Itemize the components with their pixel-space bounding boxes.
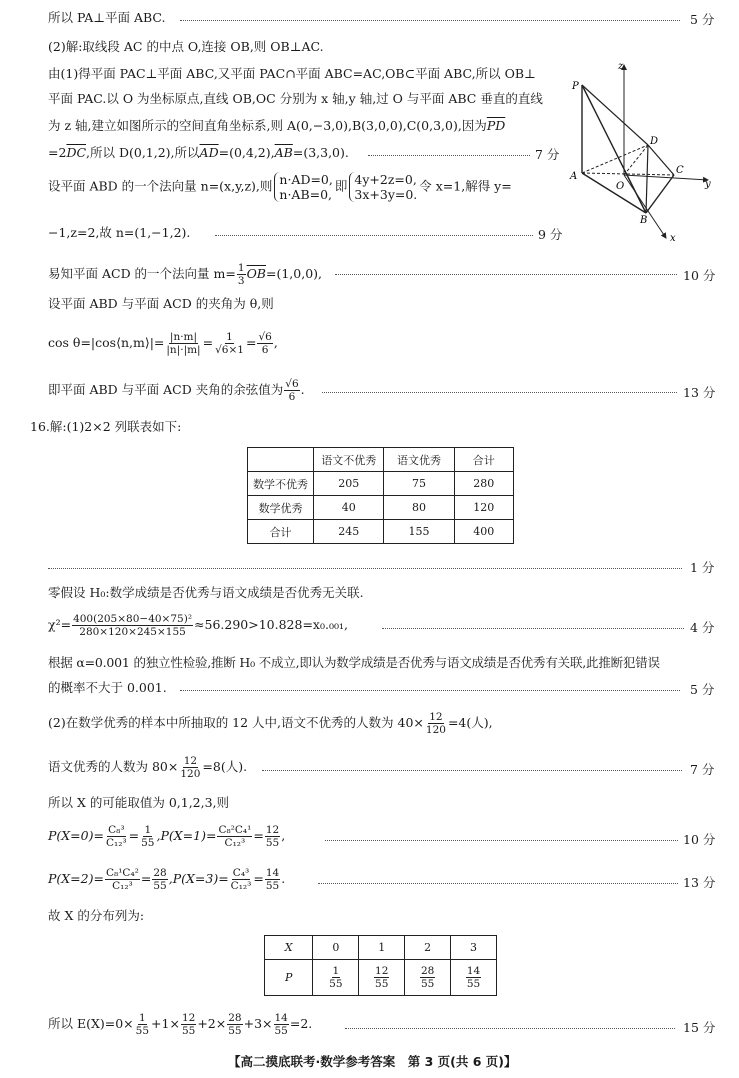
table-row (248, 496, 514, 520)
text-line (48, 754, 247, 780)
denominator: |n|·|m| (166, 344, 201, 356)
text-span: =8(人). (202, 759, 248, 774)
table-cell: 0 (313, 936, 359, 960)
table-cell: 2 (405, 936, 451, 960)
dot-leader (215, 235, 533, 236)
text-line (48, 172, 512, 202)
table-cell: 数学优秀 (248, 496, 314, 520)
page-footer: 【高二摸底联考·数学参考答案 第 3 页(共 6 页)】 (228, 1054, 517, 1069)
table-cell (405, 960, 451, 996)
fraction (237, 262, 246, 287)
score: 13 分 (683, 385, 716, 400)
label-c: C (676, 165, 684, 176)
denominator: 55 (375, 978, 389, 990)
numerator: 12 (183, 755, 198, 767)
score: 5 分 (690, 12, 715, 27)
text-span: P(X=2)= (48, 871, 104, 886)
dot-leader (180, 20, 680, 21)
text-span: 所以 E(X)=0× (48, 1016, 134, 1031)
text-line: 所以 PA⊥平面 ABC. (48, 10, 166, 25)
text-line: 故 X 的分布列为: (48, 908, 145, 923)
denominator: C₁₂³ (105, 837, 127, 849)
vector-label: $\overline{DC}$ (66, 145, 87, 160)
denominator: 55 (228, 1025, 242, 1037)
text-span: =4(人), (447, 715, 493, 730)
score: 9 分 (538, 227, 563, 242)
score: 7 分 (690, 762, 715, 777)
table-cell (313, 960, 359, 996)
table-cell (359, 960, 405, 996)
text-span: ,所以 D(0,1,2),所以 (86, 145, 200, 160)
fraction (420, 965, 435, 990)
equation: n·AD=0, (279, 172, 333, 187)
denominator: C₁₂³ (112, 880, 133, 892)
numerator: 400(205×80−40×75)² (73, 613, 193, 625)
label-z: z (618, 61, 624, 72)
fraction (140, 824, 155, 849)
table-cell: 245 (314, 520, 384, 544)
text-line: 即平面 ABD 与平面 ACD 夹角的余弦值为 $\frac{√6}{6}$ . (48, 378, 305, 403)
dot-leader (325, 840, 678, 841)
numerator: 12 (265, 824, 280, 836)
table-cell: 合计 (248, 520, 314, 544)
equation-system (349, 172, 417, 202)
text-line (48, 145, 349, 161)
fraction (265, 824, 280, 849)
numerator: 14 (265, 867, 280, 879)
vector-label: $\overline{OB}$ (246, 266, 266, 281)
table-cell: 1 (359, 936, 405, 960)
dot-leader (322, 392, 677, 393)
numerator: 12 (429, 711, 443, 723)
equation: 4y+2z=0, (354, 172, 417, 187)
numerator: 1 (139, 1012, 146, 1024)
fraction (230, 867, 253, 892)
table-row (265, 960, 497, 996)
denominator: 55 (274, 1025, 288, 1037)
vector-label: $\overline{AD}$ (199, 145, 219, 160)
text-span: =(1,0,0), (266, 266, 323, 281)
fraction (265, 867, 280, 892)
denominator: 55 (265, 837, 280, 849)
denominator: 6 (288, 391, 296, 403)
dot-leader (48, 568, 682, 569)
fraction (274, 1012, 289, 1037)
score: 10 分 (683, 832, 716, 847)
fraction (425, 711, 447, 736)
score: 4 分 (690, 620, 715, 635)
text-span: 易知平面 ACD 的一个法向量 m= (48, 266, 236, 281)
denominator: C₁₂³ (230, 880, 252, 892)
score: 13 分 (683, 875, 716, 890)
fraction (72, 613, 193, 638)
coordinate-figure (568, 55, 718, 245)
question-16: 16.解:(1)2×2 列联表如下: (30, 419, 182, 434)
label-d: D (650, 136, 659, 147)
denominator: 55 (181, 1025, 196, 1037)
dot-leader (382, 628, 684, 629)
text-span: =2 (48, 145, 67, 160)
text-span: +2× (197, 1016, 227, 1031)
text-span: cos θ=|cos⟨n,m⟩|= (48, 335, 165, 350)
denominator: 55 (135, 1025, 150, 1037)
text-span: =(3,3,0). (292, 145, 349, 160)
denominator: 55 (329, 978, 343, 990)
numerator: 12 (375, 965, 389, 977)
text-span: (2)在数学优秀的样本中所抽取的 12 人中,语文不优秀的人数为 40× (48, 715, 424, 730)
denominator: 55 (466, 978, 481, 990)
fraction (181, 1012, 196, 1037)
label-y: y (705, 179, 711, 190)
dot-leader (345, 1028, 675, 1029)
fraction (179, 755, 201, 780)
dot-leader (180, 690, 680, 691)
table-row (248, 520, 514, 544)
table-cell: 40 (314, 496, 384, 520)
numerator: 28 (153, 867, 167, 879)
text-span: ≈56.290>10.828=x₀.₀₀₁, (194, 617, 348, 632)
numerator: C₈¹C₄² (105, 867, 139, 879)
fraction (466, 965, 481, 990)
label-x: x (670, 233, 676, 244)
numerator: C₈²C₄¹ (218, 824, 252, 836)
numerator: C₈³ (108, 824, 125, 836)
denominator: 55 (420, 978, 435, 990)
table-cell: 合计 (454, 448, 513, 472)
denominator: 120 (425, 724, 446, 736)
distribution-table (264, 935, 497, 996)
denominator: 55 (141, 837, 155, 849)
fraction (152, 867, 167, 892)
text-line (48, 1010, 312, 1038)
score: 7 分 (535, 147, 560, 162)
text-line: 的概率不大于 0.001. (48, 680, 167, 695)
label-b: B (640, 215, 648, 226)
table-cell: 120 (454, 496, 513, 520)
text-line: (2)解:取线段 AC 的中点 O,连接 OB,则 OB⊥AC. (48, 39, 324, 54)
denominator: 3 (237, 275, 245, 287)
numerator: 14 (274, 1012, 288, 1024)
text-line: P(X=2)= $\frac{\text{C₈¹C₄²}}{\text{C₁₂³}}$ = $\frac{28}{55}$ ,P(X=3)= $\frac{\text{C₄³}}{\text{C₁₂³}}$ = $\frac{14}{55}$ . (48, 867, 286, 892)
fraction (284, 378, 299, 403)
table-cell: 280 (454, 472, 513, 496)
text-span: ,P(X=3)= (168, 871, 229, 886)
fraction (257, 331, 272, 356)
numerator: |n·m| (169, 331, 198, 343)
fraction (214, 331, 245, 356)
text-line: 根据 α=0.001 的独立性检验,推断 H₀ 不成立,即认为数学成绩是否优秀与语文成绩是否优秀有关联,此推断犯错误 (48, 655, 660, 670)
text-span: +1× (151, 1016, 180, 1031)
numerator: 14 (466, 965, 481, 977)
text-span: 设平面 ABD 的一个法向量 n=(x,y,z),则 (48, 178, 273, 194)
text-span: 即平面 ABD 与平面 ACD 夹角的余弦值为 (48, 382, 284, 397)
dot-leader (335, 274, 677, 275)
fraction (217, 824, 252, 849)
numerator: √6 (285, 378, 299, 390)
text-span: 即 (334, 178, 348, 194)
equation: 3x+3y=0. (354, 187, 418, 202)
table-row (248, 472, 514, 496)
table-cell (248, 448, 314, 472)
numerator: 1 (237, 262, 245, 274)
table-cell: 400 (454, 520, 513, 544)
table-cell: 数学不优秀 (248, 472, 314, 496)
dot-leader (262, 770, 682, 771)
label-a: A (570, 171, 578, 182)
table-cell: 75 (384, 472, 454, 496)
numerator: 1 (226, 331, 233, 343)
text-line: 平面 PAC.以 O 为坐标原点,直线 OB,OC 分别为 x 轴,y 轴,过 O 与平面 ABC 垂直的直线 (48, 91, 543, 106)
text-span: 为 z 轴,建立如图所示的空间直角坐标系,则 A(0,−3,0),B(3,0,0),C(0,3,0),因为 (48, 118, 487, 133)
text-line: P(X=0)= $\frac{\text{C₈³}}{\text{C₁₂³}}$ = $\frac{1}{55}$ ,P(X=1)= $\frac{\text{C₈²C₄¹}}{\text{C₁₂³}}$ = $\frac{12}{55}$ , (48, 824, 286, 849)
denominator: √6×1 (215, 344, 244, 356)
table-cell: 80 (384, 496, 454, 520)
label-o: O (616, 181, 625, 192)
denominator: 55 (265, 880, 280, 892)
score: 10 分 (683, 268, 716, 283)
denominator: 280×120×245×155 (79, 626, 186, 638)
text-line: 零假设 H₀:数学成绩是否优秀与语文成绩是否优秀无关联. (48, 585, 364, 600)
numerator: 1 (144, 824, 152, 836)
table-cell: 3 (451, 936, 497, 960)
text-span: +3× (243, 1016, 273, 1031)
fraction (135, 1012, 150, 1037)
text-line (48, 118, 505, 134)
denominator: 120 (180, 768, 201, 780)
text-span: ,P(X=1)= (156, 828, 217, 843)
equation-system (274, 172, 332, 202)
table-cell: P (265, 960, 313, 996)
text-span: =2. (289, 1016, 313, 1031)
numerator: 12 (181, 1012, 196, 1024)
numerator: 28 (228, 1012, 242, 1024)
score: 1 分 (690, 560, 715, 575)
numerator: 1 (332, 965, 340, 977)
text-line: cos θ=|cos⟨n,m⟩|= $\frac{|n\cdot m|}{|n|\cdot|m|}$ = $\frac{1}{√6\times 1}$ = $\frac{√6}{6}$ , (48, 331, 278, 356)
contingency-table (247, 447, 514, 544)
text-span: P(X=0)= (48, 828, 104, 843)
fraction (374, 965, 389, 990)
fraction (105, 867, 140, 892)
numerator: C₄³ (232, 867, 250, 879)
text-line: −1,z=2,故 n=(1,−1,2). (48, 225, 191, 240)
fraction (165, 331, 201, 356)
fraction (105, 824, 128, 849)
denominator: 55 (153, 880, 167, 892)
equation: n·AB=0, (279, 187, 333, 202)
fraction (227, 1012, 242, 1037)
numerator: √6 (258, 331, 272, 343)
table-cell: 语文优秀 (384, 448, 454, 472)
dot-leader (368, 155, 530, 156)
text-span: 语文优秀的人数为 80× (48, 759, 179, 774)
text-span: χ²= (48, 617, 72, 632)
dot-leader (318, 883, 678, 884)
table-cell: 语文不优秀 (314, 448, 384, 472)
fraction (328, 965, 343, 990)
table-cell: 155 (384, 520, 454, 544)
text-span: 令 x=1,解得 y= (419, 178, 512, 194)
text-line: 设平面 ABD 与平面 ACD 的夹角为 θ,则 (48, 296, 274, 311)
table-cell: 205 (314, 472, 384, 496)
numerator: 28 (420, 965, 435, 977)
text-line (48, 612, 348, 638)
text-line: 所以 X 的可能取值为 0,1,2,3,则 (48, 795, 230, 810)
score: 15 分 (683, 1020, 716, 1035)
vector-label: $\overline{AB}$ (274, 145, 293, 160)
text-line (48, 262, 322, 287)
table-cell (451, 960, 497, 996)
table-cell: X (265, 936, 313, 960)
label-p: P (572, 81, 579, 92)
denominator: C₁₂³ (224, 837, 246, 849)
text-line: 由(1)得平面 PAC⊥平面 ABC,又平面 PAC∩平面 ABC=AC,OB⊂平面 ABC,所以 OB⊥ (48, 66, 536, 81)
text-span: =(0,4,2), (218, 145, 275, 160)
score: 5 分 (690, 682, 715, 697)
table-row (265, 936, 497, 960)
text-line (48, 710, 493, 736)
denominator: 6 (261, 344, 269, 356)
vector-label: $\overline{PD}$ (486, 118, 506, 133)
table-row (248, 448, 514, 472)
